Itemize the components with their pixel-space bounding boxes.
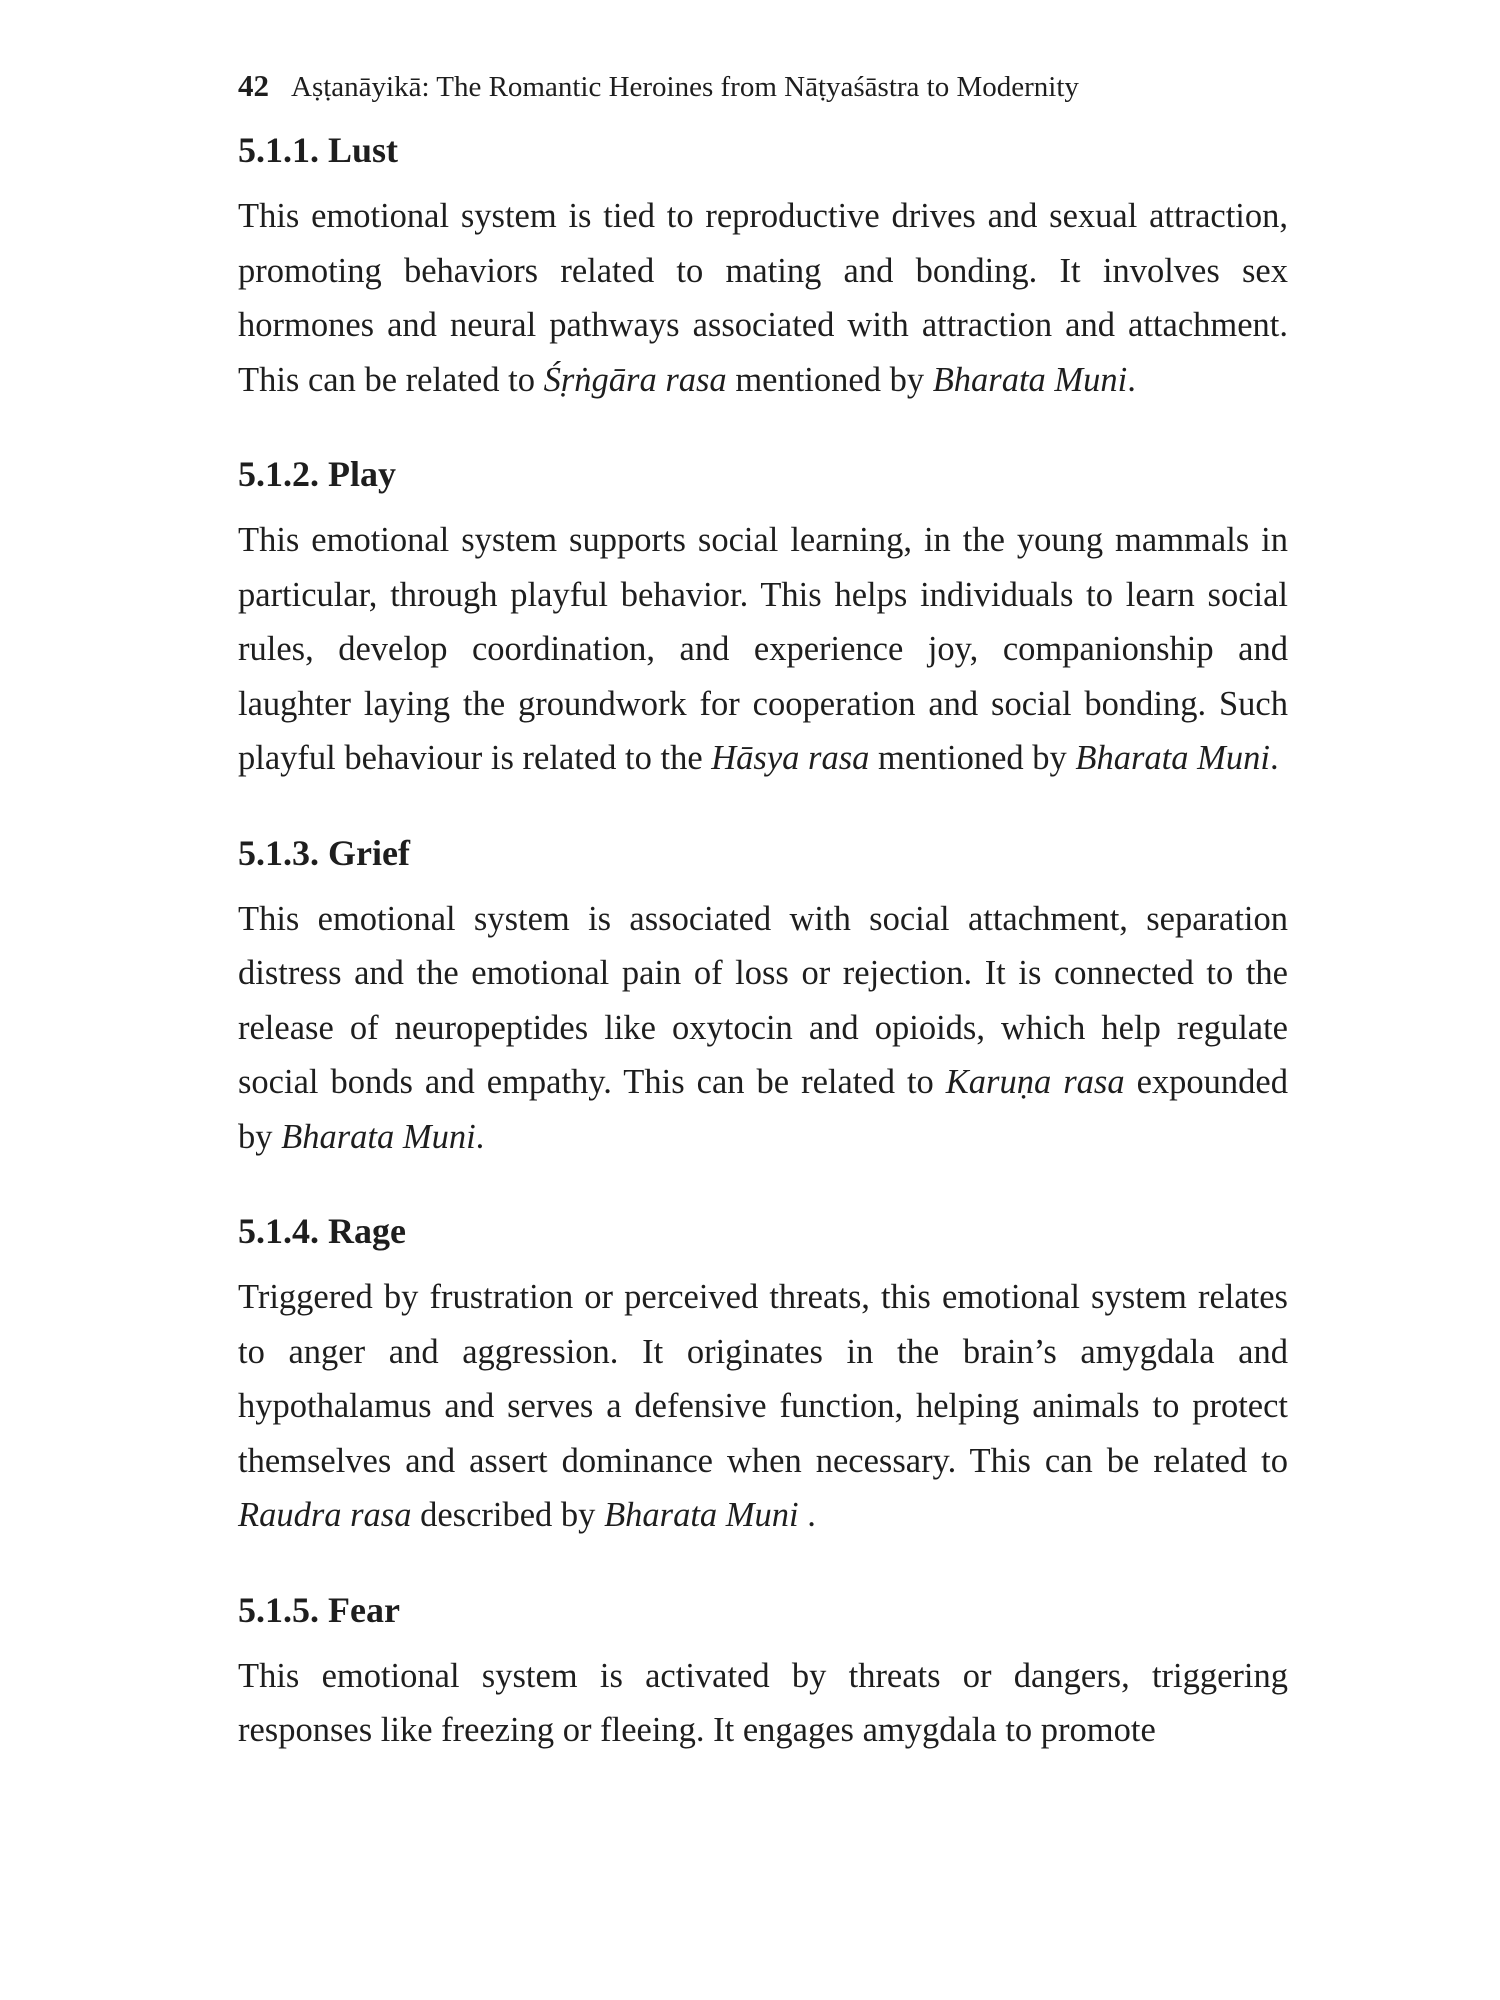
page-number: 42	[238, 68, 269, 103]
text-run: mentioned by	[726, 360, 933, 399]
text-run: This emotional system is activated by threats or dangers, triggering responses like freezing or fleeing. It engages amygdala to promote	[238, 1656, 1288, 1749]
italic-term: Karuṇa rasa	[945, 1063, 1125, 1101]
section-rage	[238, 1208, 1288, 1543]
italic-term: Hāsya rasa	[711, 739, 870, 777]
text-run: This emotional system is tied to reproductive drives and sexual attraction, promoting behaviors related to mating and bonding. It involves sex hormones and neural pathways associated with attraction and attachment. This can be related to	[238, 197, 1288, 399]
text-run: mentioned by	[869, 739, 1076, 777]
section-heading: 5.1.5. Fear	[238, 1589, 400, 1630]
text-run: .	[1127, 360, 1136, 399]
text-run: Triggered by frustration or perceived threats, this emotional system relates to anger and aggression. It originates in the brain’s amygdala and hypothalamus and serves a defensive function, helping animals to protect themselves and assert dominance when necessary. This can be related to	[238, 1278, 1288, 1480]
text-run: described by	[411, 1496, 605, 1534]
section-heading: 5.1.1. Lust	[238, 130, 399, 170]
section-paragraph	[238, 189, 1288, 407]
book-title: Aṣṭanāyikā: The Romantic Heroines from Nāṭyaśāstra to Modernity	[291, 71, 1079, 103]
italic-term: Bharata Muni	[932, 360, 1128, 399]
italic-term: Bharata Muni	[604, 1496, 799, 1534]
section-paragraph	[238, 513, 1288, 786]
section-grief	[238, 830, 1288, 1165]
text-run: .	[1269, 739, 1279, 777]
section-play	[238, 451, 1288, 786]
text-run: .	[798, 1496, 816, 1534]
section-heading: 5.1.2. Play	[238, 454, 396, 494]
text-run: This emotional system supports social learning, in the young mammals in particular, through playful behavior. This helps individuals to learn social rules, develop coordination, and experience joy, companionship and laughter laying the groundwork for cooperation and social bonding. Such playful behaviour is related to the	[238, 521, 1288, 777]
text-run: .	[475, 1117, 485, 1156]
section-paragraph	[238, 892, 1288, 1165]
section-paragraph	[238, 1270, 1288, 1543]
section-paragraph	[238, 1649, 1288, 1758]
section-fear	[238, 1587, 1288, 1758]
text-run: expounded by	[238, 1063, 1288, 1156]
text-run: This emotional system is associated with social attachment, separation distress and the emotional pain of loss or rejection. It is connected to the release of neuropeptides like oxytocin and opioids, which help regulate social bonds and empathy. This can be related to	[238, 899, 1288, 1101]
running-header	[238, 66, 1288, 107]
section-heading: 5.1.3. Grief	[238, 832, 410, 873]
sections-container	[238, 127, 1288, 1758]
italic-term: Bharata Muni	[1075, 739, 1270, 777]
section-lust	[238, 127, 1288, 407]
italic-term: Śṛṅgāra rasa	[543, 360, 727, 399]
italic-term: Raudra rasa	[238, 1496, 412, 1534]
book-page	[238, 66, 1288, 1758]
section-heading: 5.1.4. Rage	[238, 1211, 406, 1251]
italic-term: Bharata Muni	[281, 1117, 476, 1156]
